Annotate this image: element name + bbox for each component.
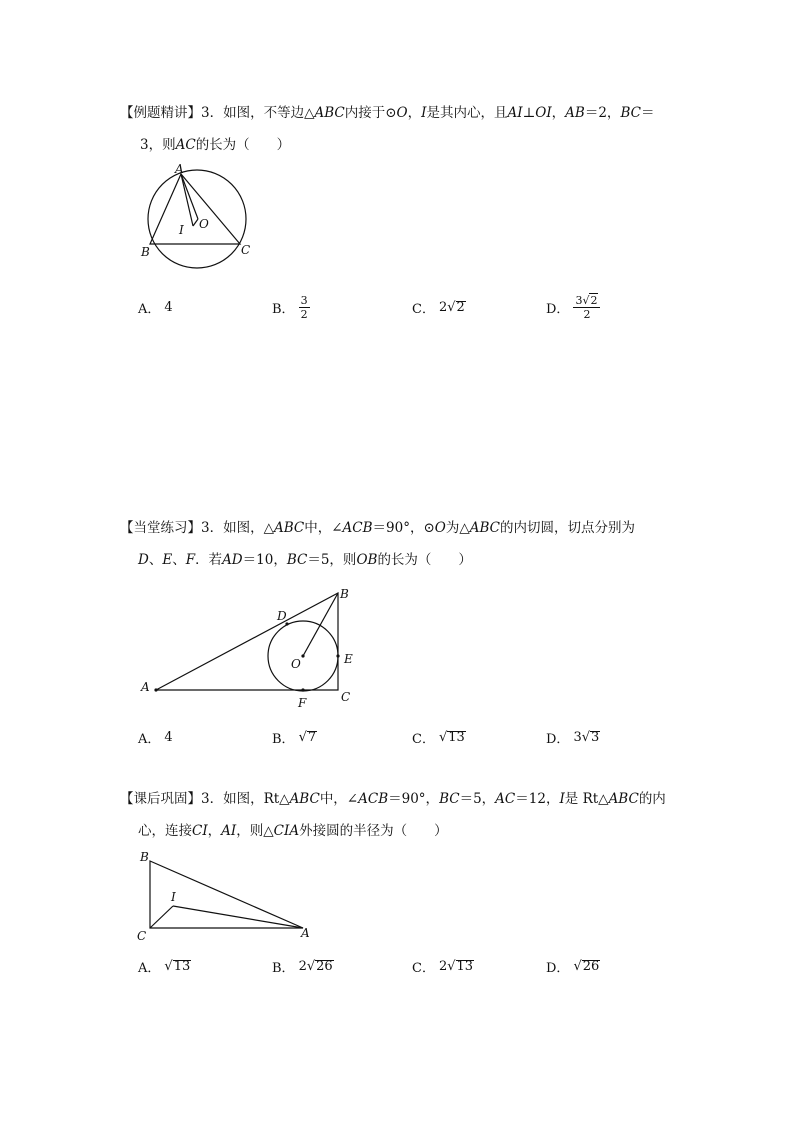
sqrt-icon: √ xyxy=(447,299,456,315)
question-1-text xyxy=(120,97,680,161)
label-i: I xyxy=(179,223,184,237)
q2-option-d[interactable]: D． 3 √ 3 xyxy=(546,729,600,747)
question-2-text xyxy=(120,512,680,576)
label-o: O xyxy=(291,657,301,671)
question-1-figure xyxy=(138,162,258,272)
label-a: A xyxy=(141,680,150,694)
label-c: C xyxy=(241,243,251,257)
question-2-line-2: D、E、F．若AD＝10，BC＝5，则OB的长为（ ） xyxy=(138,552,472,568)
question-1-line-2: 3，则AC的长为（ ） xyxy=(140,137,291,153)
q3-option-b[interactable]: B． 2 √ 26 xyxy=(272,958,333,976)
label-c: C xyxy=(137,929,147,943)
question-3-line-2: 心，连接CI，AI，则△CIA外接圆的半径为（ ） xyxy=(138,823,448,839)
point-a xyxy=(154,688,157,691)
question-2-tag: 【当堂练习】 xyxy=(120,520,201,536)
question-3-tag: 【课后巩固】 xyxy=(120,791,201,807)
q3-option-c[interactable]: C． 2 √ 13 xyxy=(412,958,474,976)
label-d: D xyxy=(277,609,287,623)
triangle-abc xyxy=(150,174,240,244)
sqrt-icon: √ xyxy=(438,729,448,745)
label-b: B xyxy=(141,245,150,259)
q3-option-a[interactable]: A． √ 13 xyxy=(138,958,191,976)
label-f: F xyxy=(298,696,307,710)
segment-ia xyxy=(173,906,303,928)
point-o xyxy=(301,654,304,657)
question-1-tag: 【例题精讲】 xyxy=(120,105,201,121)
question-1-line-1: 【例题精讲】3．如图，不等边△ABC内接于⊙O，I是其内心，且AI⊥OI，AB＝2，BC＝ xyxy=(120,105,655,121)
label-a: A xyxy=(175,162,184,176)
segment-io xyxy=(193,219,198,226)
sqrt-icon: √ xyxy=(306,958,316,974)
q1-option-d[interactable]: D． $\frac{3√2}{2}$ xyxy=(546,292,600,322)
q3-option-d[interactable]: D． √ 26 xyxy=(546,958,600,976)
q1-option-c[interactable]: C． 2 √ 2 xyxy=(412,299,465,317)
label-i: I xyxy=(171,890,176,904)
label-a: A xyxy=(301,926,310,940)
point-e xyxy=(336,654,339,657)
question-2-line-1: 【当堂练习】3．如图，△ABC中，∠ACB＝90°，⊙O为△ABC的内切圆，切点分别为 xyxy=(120,520,636,536)
label-b: B xyxy=(140,850,149,864)
circumcircle xyxy=(148,170,246,268)
label-c: C xyxy=(341,690,351,704)
question-2-options xyxy=(138,722,698,752)
question-3-text xyxy=(120,783,680,847)
label-o: O xyxy=(199,217,209,231)
question-3-figure xyxy=(135,848,325,948)
q2-option-b[interactable]: B． √ 7 xyxy=(272,729,317,747)
question-1-options xyxy=(138,292,698,322)
sqrt-icon: √ xyxy=(573,958,582,974)
sqrt-icon: √ xyxy=(447,958,456,974)
point-f xyxy=(301,688,304,691)
question-3-options xyxy=(138,951,698,981)
question-2-figure xyxy=(138,583,368,713)
sqrt-icon: √ xyxy=(164,958,173,974)
q2-option-a[interactable]: A． 4 xyxy=(138,729,173,747)
question-3-line-1: 【课后巩固】3．如图，Rt△ABC中，∠ACB＝90°，BC＝5，AC＝12，I是 Rt△ABC的内 xyxy=(120,791,666,807)
label-b: B xyxy=(340,587,349,601)
q1-option-b[interactable]: B． $\frac{3}{2}$ xyxy=(272,293,308,321)
q2-option-c[interactable]: C． √ 13 xyxy=(412,729,465,747)
sqrt-icon: √ xyxy=(298,729,307,745)
q1-option-a[interactable]: A． 4 xyxy=(138,299,173,317)
sqrt-icon: √ xyxy=(582,293,590,307)
label-e: E xyxy=(344,652,353,666)
segment-ci xyxy=(150,906,173,928)
sqrt-icon: √ xyxy=(581,729,591,745)
